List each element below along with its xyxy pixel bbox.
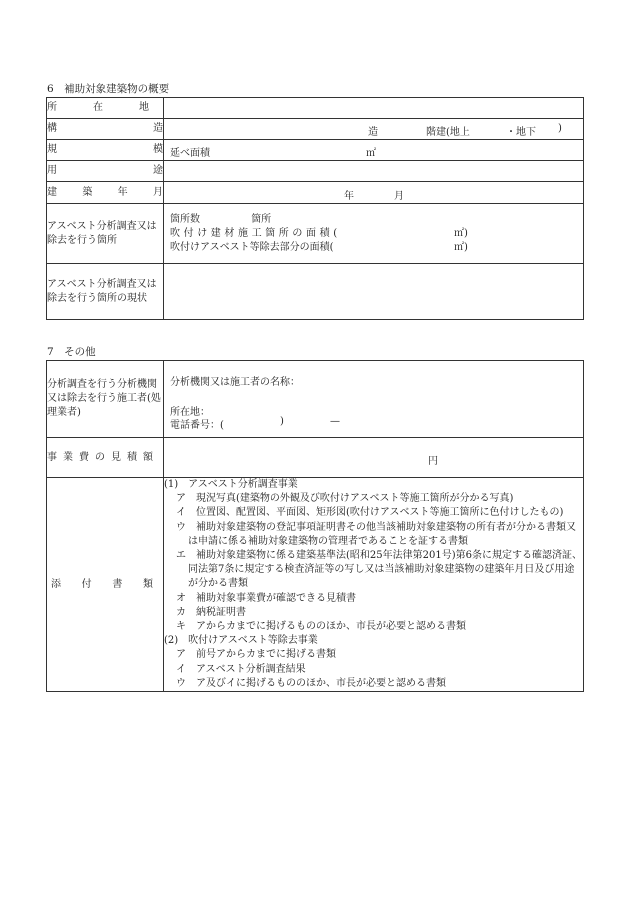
row-estimate	[47, 438, 584, 478]
estimate-field[interactable]	[164, 438, 584, 478]
attachments-label: 添 付 書 類	[47, 478, 164, 692]
address-label: 所在地：	[170, 407, 210, 418]
phone-label: 電話番号：(	[170, 420, 224, 431]
spots-field[interactable]	[164, 204, 584, 264]
phone-dash: —	[330, 416, 340, 427]
section6-title: 6 補助対象建築物の概要	[47, 83, 170, 95]
building-overview-table	[46, 97, 584, 320]
floor-area-label: 延べ面積	[170, 148, 210, 159]
row-attachments	[47, 478, 584, 692]
use-field[interactable]	[164, 161, 584, 182]
contractor-name-label: 分析機関又は施工者の名称：	[170, 377, 300, 388]
attachment-item: イ 位置図、配置図、平面図、矩形図(吹付けアスベスト等施工箇所に色付けしたもの)	[176, 507, 564, 519]
attachment-item: キ アからカまでに掲げるもののほか、市長が必要と認める書類	[176, 621, 466, 633]
section7-title: 7 その他	[47, 346, 96, 358]
row-spots	[47, 204, 584, 264]
phone-close: )	[280, 416, 284, 427]
attachment-item: ウ ア及びイに掲げるもののほか、市長が必要と認める書類	[176, 677, 446, 689]
attachment-item: イ アスベスト分析調査結果	[176, 663, 306, 675]
location-field[interactable]	[164, 98, 584, 119]
other-info-table	[46, 360, 584, 692]
row-scale	[47, 140, 584, 161]
status-field[interactable]	[164, 264, 584, 320]
floors-close: )	[558, 123, 562, 134]
month-unit: 月	[394, 191, 404, 202]
area-unit: ㎡	[366, 148, 376, 159]
sprayed-area-line: 吹付け建材施工箇所の面積( ㎡)	[170, 228, 468, 239]
structure-label: 構 造	[47, 119, 164, 140]
scale-label: 規 模	[47, 140, 164, 161]
basement-label: ・地下	[506, 127, 536, 138]
attachment-item: エ 補助対象建築物に係る建築基準法(昭和25年法律第201号)第6条に規定する確認済証、同法第7条に規定する検査済証等の写し又は当該補助対象建築物の建築年月日及び用途が分かる書類	[176, 550, 582, 590]
spot-count-line: 箇所数 箇所	[170, 214, 272, 225]
row-status	[47, 264, 584, 320]
structure-suffix: 造	[368, 127, 378, 138]
status-label: アスベスト分析調査又は除去を行う箇所の現状	[47, 264, 164, 320]
attachment-group-1: (1) アスベスト分析調査事業	[164, 479, 298, 490]
removal-area-line: 吹付けアスベスト等除去部分の面積( ㎡)	[170, 242, 468, 253]
year-field[interactable]	[164, 182, 584, 204]
attachment-item: カ 納税証明書	[176, 606, 246, 618]
attachment-group-2: (2) 吹付けアスベスト等除去事業	[164, 635, 318, 647]
row-structure	[47, 119, 584, 140]
row-year	[47, 182, 584, 204]
scale-field[interactable]	[164, 140, 584, 161]
floors-label: 階建(地上	[426, 127, 470, 138]
yen-unit: 円	[428, 456, 438, 467]
structure-field[interactable]	[164, 119, 584, 140]
attachment-item: ア 現況写真(建築物の外観及び吹付けアスベスト等施工箇所が分かる写真)	[176, 493, 514, 505]
attachments-list	[164, 478, 584, 692]
contractor-field[interactable]	[164, 361, 584, 438]
spots-label: アスベスト分析調査又は除去を行う箇所	[47, 204, 164, 264]
attachment-item: ウ 補助対象建築物の登記事項証明書その他当該補助対象建築物の所有者が分かる書類又は申請に係る補助対象建築物の管理者であることを証する書類	[176, 521, 576, 547]
attachment-item: ア 前号アからカまでに掲げる書類	[176, 649, 336, 661]
year-unit: 年	[344, 191, 354, 202]
row-use	[47, 161, 584, 182]
row-location	[47, 98, 584, 119]
attachment-item: オ 補助対象事業費が確認できる見積書	[176, 592, 356, 604]
use-label: 用 途	[47, 161, 164, 182]
year-label: 建 築 年 月	[47, 182, 164, 204]
estimate-label: 事 業 費 の 見 積 額	[47, 438, 164, 478]
location-label: 所 在 地	[47, 98, 164, 119]
contractor-label: 分析調査を行う分析機関又は除去を行う施工者(処理業者)	[47, 361, 164, 438]
row-contractor	[47, 361, 584, 438]
